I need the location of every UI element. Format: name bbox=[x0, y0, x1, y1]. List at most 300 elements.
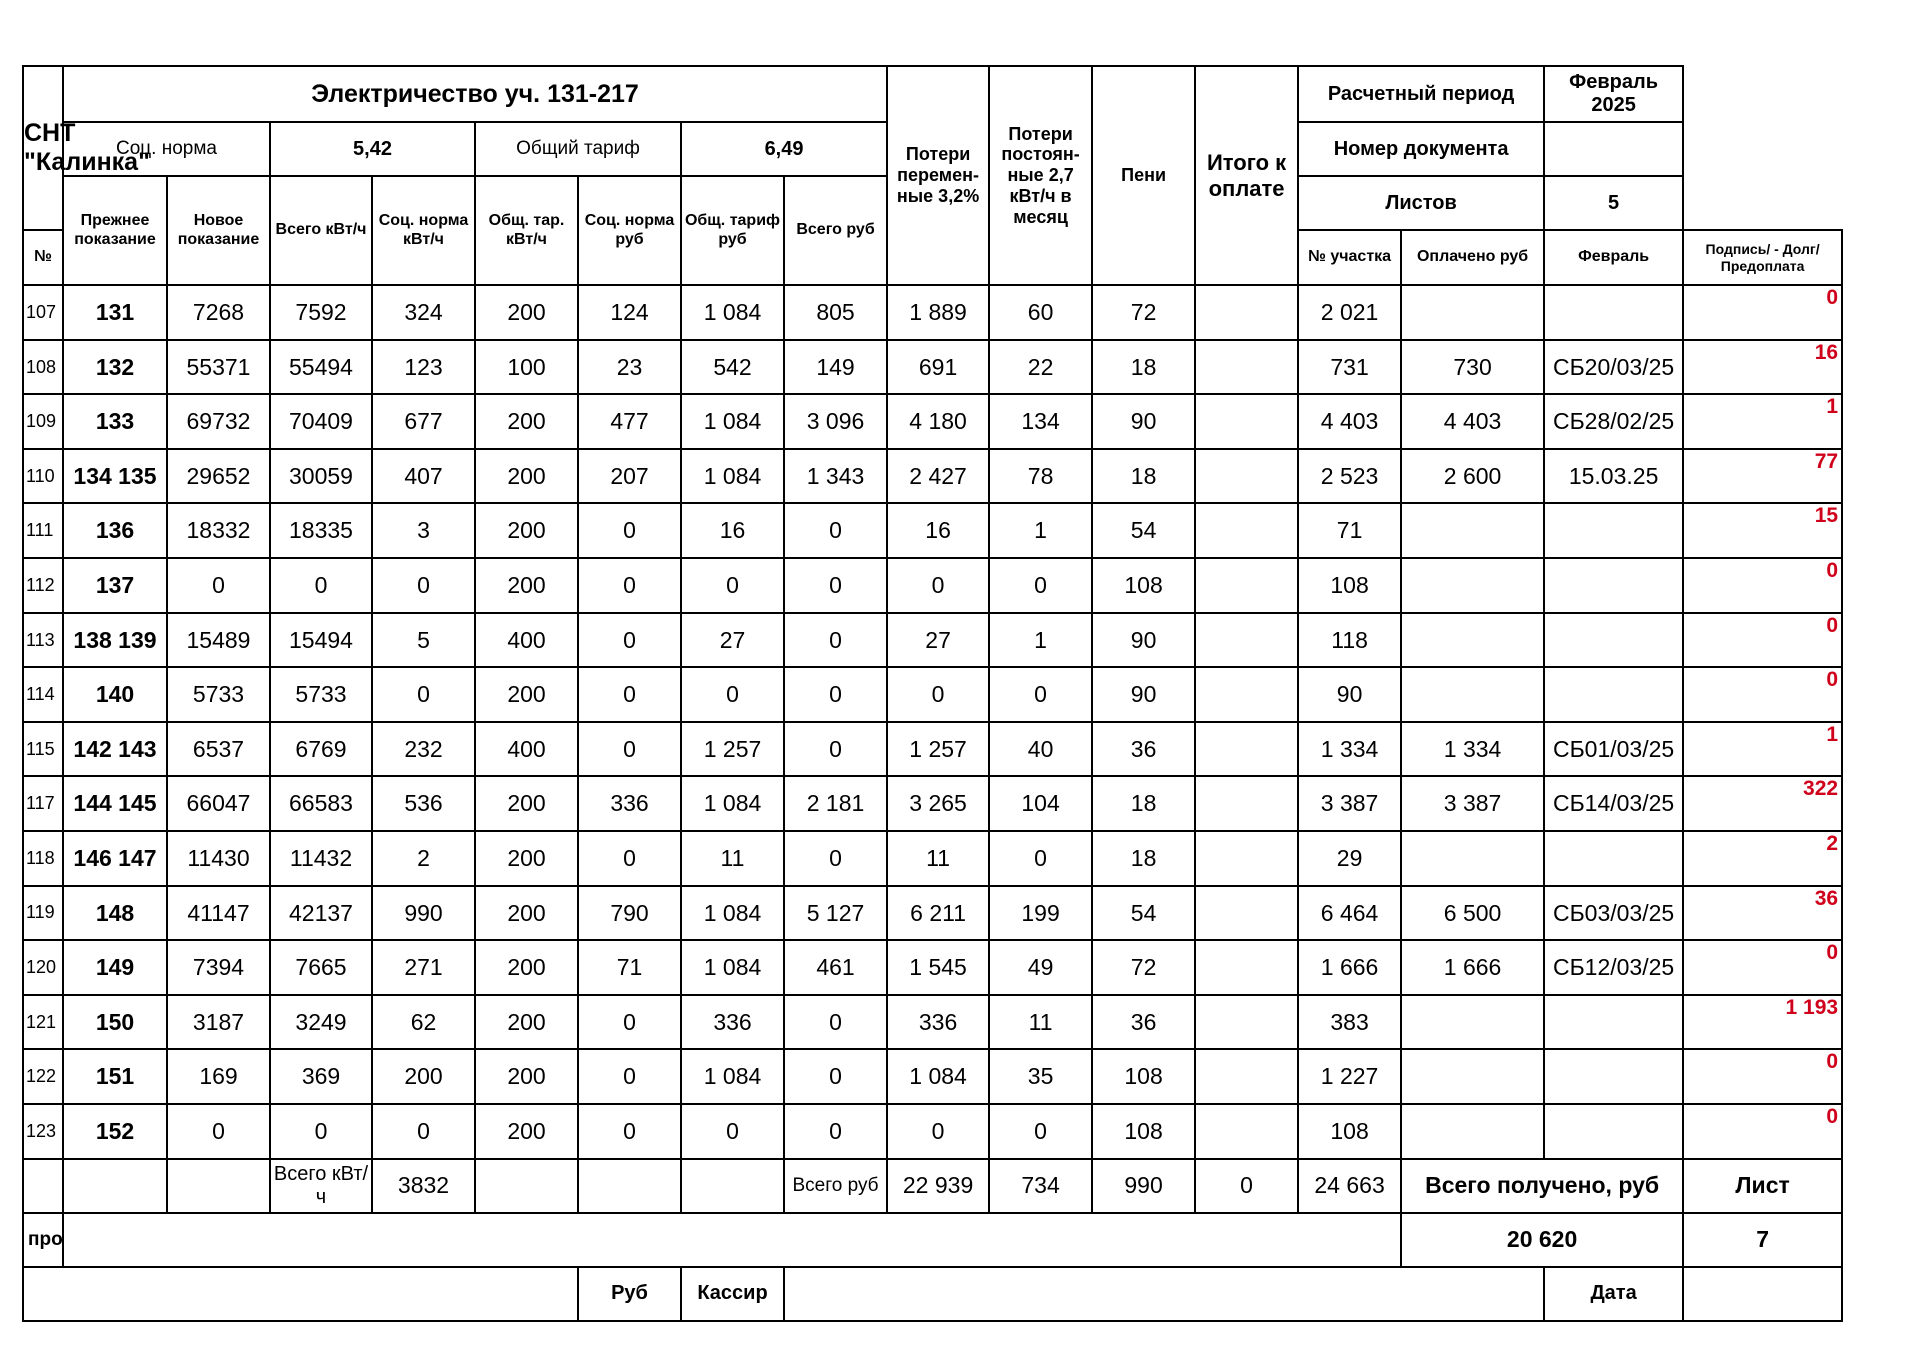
total-rub: 3 265 bbox=[887, 776, 989, 831]
penalty bbox=[1195, 886, 1298, 941]
soc-rub: 1 084 bbox=[681, 394, 784, 449]
penalty bbox=[1195, 1104, 1298, 1159]
paid-rub: 2 600 bbox=[1401, 449, 1544, 504]
payment-date: СБ14/03/25 bbox=[1544, 776, 1683, 831]
loss-var: 199 bbox=[989, 886, 1092, 941]
common-tariff-rate: 6,49 bbox=[681, 122, 887, 176]
total-kwh: 123 bbox=[372, 340, 475, 395]
loss-variable-header: Потери перемен-ные 3,2% bbox=[887, 66, 989, 285]
prev-reading: 69732 bbox=[167, 394, 270, 449]
paid-rub bbox=[1401, 558, 1544, 613]
loss-const: 18 bbox=[1092, 449, 1195, 504]
sign-debt-header: Подпись/ - Долг/Предоплата bbox=[1683, 230, 1842, 285]
new-reading: 0 bbox=[270, 1104, 372, 1159]
plot-number: 133 bbox=[63, 394, 167, 449]
totals-total: 24 663 bbox=[1298, 1159, 1401, 1213]
total-rub: 1 545 bbox=[887, 940, 989, 995]
prev-reading-header: Прежнее показание bbox=[63, 176, 167, 285]
plot-number: 134 135 bbox=[63, 449, 167, 504]
doc-number-value bbox=[1544, 122, 1683, 176]
soc-rub: 11 bbox=[681, 831, 784, 886]
prev-reading: 6537 bbox=[167, 722, 270, 777]
plot-number: 138 139 bbox=[63, 613, 167, 668]
common-kwh: 0 bbox=[578, 1104, 681, 1159]
common-rub: 0 bbox=[784, 613, 887, 668]
loss-var: 0 bbox=[989, 667, 1092, 722]
row-number: 108 bbox=[23, 340, 63, 395]
totals-kwh: 3832 bbox=[372, 1159, 475, 1213]
total-pay: 3 387 bbox=[1298, 776, 1401, 831]
soc-rub: 1 084 bbox=[681, 776, 784, 831]
soc-kwh: 200 bbox=[475, 940, 578, 995]
period-label: Расчетный период bbox=[1298, 66, 1544, 122]
row-number: 113 bbox=[23, 613, 63, 668]
loss-const: 18 bbox=[1092, 340, 1195, 395]
row-number: 110 bbox=[23, 449, 63, 504]
total-pay: 118 bbox=[1298, 613, 1401, 668]
paid-rub: 6 500 bbox=[1401, 886, 1544, 941]
common-kwh: 336 bbox=[578, 776, 681, 831]
debt-value: 15 bbox=[1683, 503, 1842, 558]
common-kwh: 23 bbox=[578, 340, 681, 395]
debt-value: 0 bbox=[1683, 613, 1842, 668]
table-row bbox=[23, 831, 1842, 886]
loss-const: 72 bbox=[1092, 285, 1195, 340]
soc-rub: 542 bbox=[681, 340, 784, 395]
row-number: 121 bbox=[23, 995, 63, 1050]
total-pay: 1 227 bbox=[1298, 1049, 1401, 1104]
soc-rub-header: Соц. норма руб bbox=[578, 176, 681, 285]
soc-rub: 1 257 bbox=[681, 722, 784, 777]
footer-rub-label: Руб bbox=[578, 1267, 681, 1321]
new-reading: 3249 bbox=[270, 995, 372, 1050]
totals-empty-cell bbox=[63, 1159, 167, 1213]
month-header: Февраль bbox=[1544, 230, 1683, 285]
plot-number: 132 bbox=[63, 340, 167, 395]
soc-norm-rate: 5,42 bbox=[270, 122, 475, 176]
payment-date: СБ12/03/25 bbox=[1544, 940, 1683, 995]
common-rub: 5 127 bbox=[784, 886, 887, 941]
pr-label: про bbox=[23, 1213, 63, 1267]
total-kwh: 324 bbox=[372, 285, 475, 340]
total-pay: 1 334 bbox=[1298, 722, 1401, 777]
new-reading: 369 bbox=[270, 1049, 372, 1104]
common-rub: 0 bbox=[784, 1049, 887, 1104]
totals-empty-cell bbox=[23, 1159, 63, 1213]
penalty bbox=[1195, 613, 1298, 668]
total-pay: 731 bbox=[1298, 340, 1401, 395]
payment-date: СБ03/03/25 bbox=[1544, 886, 1683, 941]
common-rub: 0 bbox=[784, 995, 887, 1050]
loss-const: 108 bbox=[1092, 1049, 1195, 1104]
soc-kwh: 200 bbox=[475, 394, 578, 449]
penalty bbox=[1195, 667, 1298, 722]
payment-date bbox=[1544, 1104, 1683, 1159]
payment-date: СБ01/03/25 bbox=[1544, 722, 1683, 777]
totals-loss-var: 734 bbox=[989, 1159, 1092, 1213]
penalty bbox=[1195, 503, 1298, 558]
debt-value: 2 bbox=[1683, 831, 1842, 886]
paid-rub bbox=[1401, 667, 1544, 722]
table-row bbox=[23, 394, 1842, 449]
totals-empty-cell bbox=[475, 1159, 578, 1213]
loss-const: 72 bbox=[1092, 940, 1195, 995]
paid-rub: 1 666 bbox=[1401, 940, 1544, 995]
totals-empty-cell bbox=[578, 1159, 681, 1213]
soc-kwh: 200 bbox=[475, 667, 578, 722]
soc-rub: 0 bbox=[681, 558, 784, 613]
sheet-label: Лист bbox=[1683, 1159, 1842, 1213]
plot-number: 140 bbox=[63, 667, 167, 722]
soc-rub: 16 bbox=[681, 503, 784, 558]
soc-kwh: 200 bbox=[475, 558, 578, 613]
soc-kwh: 400 bbox=[475, 613, 578, 668]
paid-rub: 3 387 bbox=[1401, 776, 1544, 831]
total-kwh: 407 bbox=[372, 449, 475, 504]
table-row bbox=[23, 503, 1842, 558]
common-kwh: 0 bbox=[578, 995, 681, 1050]
paid-rub bbox=[1401, 1104, 1544, 1159]
total-pay: 108 bbox=[1298, 558, 1401, 613]
total-pay: 29 bbox=[1298, 831, 1401, 886]
loss-const: 90 bbox=[1092, 613, 1195, 668]
paid-rub bbox=[1401, 995, 1544, 1050]
prev-reading: 29652 bbox=[167, 449, 270, 504]
total-rub-header: Всего руб bbox=[784, 176, 887, 285]
common-rub: 1 343 bbox=[784, 449, 887, 504]
paid-rub bbox=[1401, 831, 1544, 886]
total-rub: 2 427 bbox=[887, 449, 989, 504]
prev-reading: 169 bbox=[167, 1049, 270, 1104]
common-rub: 461 bbox=[784, 940, 887, 995]
total-kwh: 3 bbox=[372, 503, 475, 558]
plot-number: 146 147 bbox=[63, 831, 167, 886]
common-kwh: 477 bbox=[578, 394, 681, 449]
new-reading: 7665 bbox=[270, 940, 372, 995]
payment-date bbox=[1544, 995, 1683, 1050]
payment-date: 15.03.25 bbox=[1544, 449, 1683, 504]
sheet-number: 7 bbox=[1683, 1213, 1842, 1267]
penalty bbox=[1195, 558, 1298, 613]
new-reading: 5733 bbox=[270, 667, 372, 722]
debt-value: 77 bbox=[1683, 449, 1842, 504]
penalty bbox=[1195, 831, 1298, 886]
total-kwh: 5 bbox=[372, 613, 475, 668]
payment-date bbox=[1544, 285, 1683, 340]
total-rub: 27 bbox=[887, 613, 989, 668]
soc-rub: 1 084 bbox=[681, 940, 784, 995]
total-rub: 6 211 bbox=[887, 886, 989, 941]
soc-kwh-header: Соц. норма кВт/ч bbox=[372, 176, 475, 285]
loss-var: 1 bbox=[989, 613, 1092, 668]
common-kwh: 0 bbox=[578, 722, 681, 777]
soc-rub: 27 bbox=[681, 613, 784, 668]
total-rub: 0 bbox=[887, 667, 989, 722]
table-row bbox=[23, 613, 1842, 668]
row-number: 117 bbox=[23, 776, 63, 831]
table-row bbox=[23, 995, 1842, 1050]
common-rub: 0 bbox=[784, 1104, 887, 1159]
debt-value: 1 bbox=[1683, 394, 1842, 449]
loss-const: 108 bbox=[1092, 1104, 1195, 1159]
total-kwh: 271 bbox=[372, 940, 475, 995]
prev-reading: 0 bbox=[167, 558, 270, 613]
common-kwh: 0 bbox=[578, 1049, 681, 1104]
totals-rub-label: Всего руб bbox=[784, 1159, 887, 1213]
common-kwh: 0 bbox=[578, 831, 681, 886]
common-rub: 2 181 bbox=[784, 776, 887, 831]
row-number: 112 bbox=[23, 558, 63, 613]
payment-date: СБ28/02/25 bbox=[1544, 394, 1683, 449]
common-kwh: 0 bbox=[578, 613, 681, 668]
new-reading-header: Новое показание bbox=[167, 176, 270, 285]
loss-var: 35 bbox=[989, 1049, 1092, 1104]
total-kwh: 62 bbox=[372, 995, 475, 1050]
common-rub: 0 bbox=[784, 503, 887, 558]
new-reading: 18335 bbox=[270, 503, 372, 558]
row-number: 114 bbox=[23, 667, 63, 722]
common-kwh: 0 bbox=[578, 558, 681, 613]
totals-empty-cell bbox=[167, 1159, 270, 1213]
new-reading: 15494 bbox=[270, 613, 372, 668]
payment-date bbox=[1544, 503, 1683, 558]
debt-value: 0 bbox=[1683, 1104, 1842, 1159]
prev-reading: 0 bbox=[167, 1104, 270, 1159]
soc-kwh: 200 bbox=[475, 503, 578, 558]
total-kwh: 0 bbox=[372, 1104, 475, 1159]
table-row bbox=[23, 776, 1842, 831]
total-pay: 2 523 bbox=[1298, 449, 1401, 504]
prev-reading: 5733 bbox=[167, 667, 270, 722]
common-rub: 3 096 bbox=[784, 394, 887, 449]
table-row bbox=[23, 558, 1842, 613]
debt-value: 16 bbox=[1683, 340, 1842, 395]
penalty bbox=[1195, 285, 1298, 340]
prev-reading: 11430 bbox=[167, 831, 270, 886]
prev-reading: 3187 bbox=[167, 995, 270, 1050]
total-rub: 0 bbox=[887, 558, 989, 613]
total-rub: 1 257 bbox=[887, 722, 989, 777]
common-rub: 0 bbox=[784, 667, 887, 722]
loss-const: 18 bbox=[1092, 776, 1195, 831]
paid-rub: 4 403 bbox=[1401, 394, 1544, 449]
soc-kwh: 100 bbox=[475, 340, 578, 395]
penalty bbox=[1195, 995, 1298, 1050]
loss-var: 104 bbox=[989, 776, 1092, 831]
total-pay: 1 666 bbox=[1298, 940, 1401, 995]
table-row bbox=[23, 1104, 1842, 1159]
payment-date bbox=[1544, 831, 1683, 886]
row-number: 115 bbox=[23, 722, 63, 777]
prev-reading: 15489 bbox=[167, 613, 270, 668]
loss-const: 90 bbox=[1092, 667, 1195, 722]
loss-var: 1 bbox=[989, 503, 1092, 558]
debt-value: 322 bbox=[1683, 776, 1842, 831]
period-value: Февраль 2025 bbox=[1544, 66, 1683, 122]
plot-number: 149 bbox=[63, 940, 167, 995]
soc-norm-label: Соц. норма bbox=[63, 122, 270, 176]
loss-var: 60 bbox=[989, 285, 1092, 340]
new-reading: 0 bbox=[270, 558, 372, 613]
common-rub: 149 bbox=[784, 340, 887, 395]
total-kwh: 536 bbox=[372, 776, 475, 831]
penalty bbox=[1195, 776, 1298, 831]
payment-date: СБ20/03/25 bbox=[1544, 340, 1683, 395]
common-rub-header: Общ. тариф руб bbox=[681, 176, 784, 285]
loss-constant-header: Потери постоян-ные 2,7 кВт/ч в месяц bbox=[989, 66, 1092, 285]
received-total: 20 620 bbox=[1401, 1213, 1683, 1267]
sheets-value: 5 bbox=[1544, 176, 1683, 230]
table-row bbox=[23, 667, 1842, 722]
loss-var: 78 bbox=[989, 449, 1092, 504]
loss-var: 134 bbox=[989, 394, 1092, 449]
row-number: 107 bbox=[23, 285, 63, 340]
debt-value: 0 bbox=[1683, 667, 1842, 722]
new-reading: 7592 bbox=[270, 285, 372, 340]
plot-number: 137 bbox=[63, 558, 167, 613]
total-kwh: 0 bbox=[372, 558, 475, 613]
plot-number: 148 bbox=[63, 886, 167, 941]
prev-reading: 7394 bbox=[167, 940, 270, 995]
totals-empty-cell bbox=[681, 1159, 784, 1213]
new-reading: 6769 bbox=[270, 722, 372, 777]
total-kwh-header: Всего кВт/ч bbox=[270, 176, 372, 285]
plot-number: 131 bbox=[63, 285, 167, 340]
loss-var: 11 bbox=[989, 995, 1092, 1050]
loss-var: 22 bbox=[989, 340, 1092, 395]
footer-date-label: Дата bbox=[1544, 1267, 1683, 1321]
total-kwh: 232 bbox=[372, 722, 475, 777]
debt-value: 1 193 bbox=[1683, 995, 1842, 1050]
total-pay: 2 021 bbox=[1298, 285, 1401, 340]
common-rub: 0 bbox=[784, 831, 887, 886]
loss-var: 0 bbox=[989, 558, 1092, 613]
plot-header: № участка bbox=[1298, 230, 1401, 285]
total-kwh: 200 bbox=[372, 1049, 475, 1104]
total-pay-header: Итого к оплате bbox=[1195, 66, 1298, 285]
total-kwh: 990 bbox=[372, 886, 475, 941]
penalty-header: Пени bbox=[1092, 66, 1195, 285]
common-kwh: 124 bbox=[578, 285, 681, 340]
common-kwh: 207 bbox=[578, 449, 681, 504]
debt-value: 0 bbox=[1683, 940, 1842, 995]
totals-loss-const: 990 bbox=[1092, 1159, 1195, 1213]
footer-cashier-field bbox=[784, 1267, 1544, 1321]
plot-number: 152 bbox=[63, 1104, 167, 1159]
row-number: 123 bbox=[23, 1104, 63, 1159]
prev-reading: 18332 bbox=[167, 503, 270, 558]
total-kwh: 677 bbox=[372, 394, 475, 449]
debt-value: 0 bbox=[1683, 1049, 1842, 1104]
received-label: Всего получено, руб bbox=[1401, 1159, 1683, 1213]
plot-number: 136 bbox=[63, 503, 167, 558]
table-row bbox=[23, 886, 1842, 941]
total-pay: 4 403 bbox=[1298, 394, 1401, 449]
paid-rub bbox=[1401, 613, 1544, 668]
penalty bbox=[1195, 1049, 1298, 1104]
total-rub: 11 bbox=[887, 831, 989, 886]
prev-reading: 7268 bbox=[167, 285, 270, 340]
total-rub: 691 bbox=[887, 340, 989, 395]
new-reading: 66583 bbox=[270, 776, 372, 831]
penalty bbox=[1195, 449, 1298, 504]
soc-rub: 1 084 bbox=[681, 449, 784, 504]
soc-kwh: 200 bbox=[475, 1104, 578, 1159]
footer-cashier-label: Кассир bbox=[681, 1267, 784, 1321]
row-number: 120 bbox=[23, 940, 63, 995]
loss-var: 0 bbox=[989, 831, 1092, 886]
paid-rub bbox=[1401, 285, 1544, 340]
total-pay: 90 bbox=[1298, 667, 1401, 722]
row-number: 122 bbox=[23, 1049, 63, 1104]
soc-kwh: 200 bbox=[475, 886, 578, 941]
paid-rub: 1 334 bbox=[1401, 722, 1544, 777]
row-number: 111 bbox=[23, 503, 63, 558]
soc-kwh: 200 bbox=[475, 831, 578, 886]
new-reading: 42137 bbox=[270, 886, 372, 941]
loss-var: 49 bbox=[989, 940, 1092, 995]
payment-date bbox=[1544, 613, 1683, 668]
loss-var: 40 bbox=[989, 722, 1092, 777]
prev-reading: 55371 bbox=[167, 340, 270, 395]
electricity-ledger-table bbox=[22, 65, 1843, 1322]
soc-kwh: 200 bbox=[475, 285, 578, 340]
sheet-title: Электричество уч. 131-217 bbox=[63, 66, 887, 122]
soc-kwh: 200 bbox=[475, 1049, 578, 1104]
total-kwh: 2 bbox=[372, 831, 475, 886]
sheets-label: Листов bbox=[1298, 176, 1544, 230]
num-header: № bbox=[23, 230, 63, 285]
paid-rub: 730 bbox=[1401, 340, 1544, 395]
soc-rub: 1 084 bbox=[681, 886, 784, 941]
total-rub: 4 180 bbox=[887, 394, 989, 449]
new-reading: 55494 bbox=[270, 340, 372, 395]
org-name: СНТ "Калинка" bbox=[23, 66, 63, 230]
paid-header: Оплачено руб bbox=[1401, 230, 1544, 285]
plot-number: 151 bbox=[63, 1049, 167, 1104]
row-number: 119 bbox=[23, 886, 63, 941]
total-pay: 6 464 bbox=[1298, 886, 1401, 941]
soc-kwh: 200 bbox=[475, 776, 578, 831]
common-rub: 0 bbox=[784, 558, 887, 613]
loss-var: 0 bbox=[989, 1104, 1092, 1159]
doc-number-label: Номер документа bbox=[1298, 122, 1544, 176]
total-pay: 383 bbox=[1298, 995, 1401, 1050]
common-rub: 0 bbox=[784, 722, 887, 777]
common-tariff-label: Общий тариф bbox=[475, 122, 681, 176]
total-rub: 336 bbox=[887, 995, 989, 1050]
footer-date-field bbox=[1683, 1267, 1842, 1321]
loss-const: 108 bbox=[1092, 558, 1195, 613]
payment-date bbox=[1544, 667, 1683, 722]
totals-kwh-label: Всего кВт/ч bbox=[270, 1159, 372, 1213]
loss-const: 36 bbox=[1092, 995, 1195, 1050]
soc-kwh: 200 bbox=[475, 449, 578, 504]
totals-penalty: 0 bbox=[1195, 1159, 1298, 1213]
prev-reading: 66047 bbox=[167, 776, 270, 831]
signature-line bbox=[63, 1213, 1401, 1267]
total-rub: 0 bbox=[887, 1104, 989, 1159]
new-reading: 11432 bbox=[270, 831, 372, 886]
debt-value: 1 bbox=[1683, 722, 1842, 777]
common-kwh: 0 bbox=[578, 667, 681, 722]
footer-blank bbox=[23, 1267, 578, 1321]
soc-kwh: 400 bbox=[475, 722, 578, 777]
loss-const: 18 bbox=[1092, 831, 1195, 886]
row-number: 109 bbox=[23, 394, 63, 449]
plot-number: 150 bbox=[63, 995, 167, 1050]
common-kwh-header: Общ. тар. кВт/ч bbox=[475, 176, 578, 285]
